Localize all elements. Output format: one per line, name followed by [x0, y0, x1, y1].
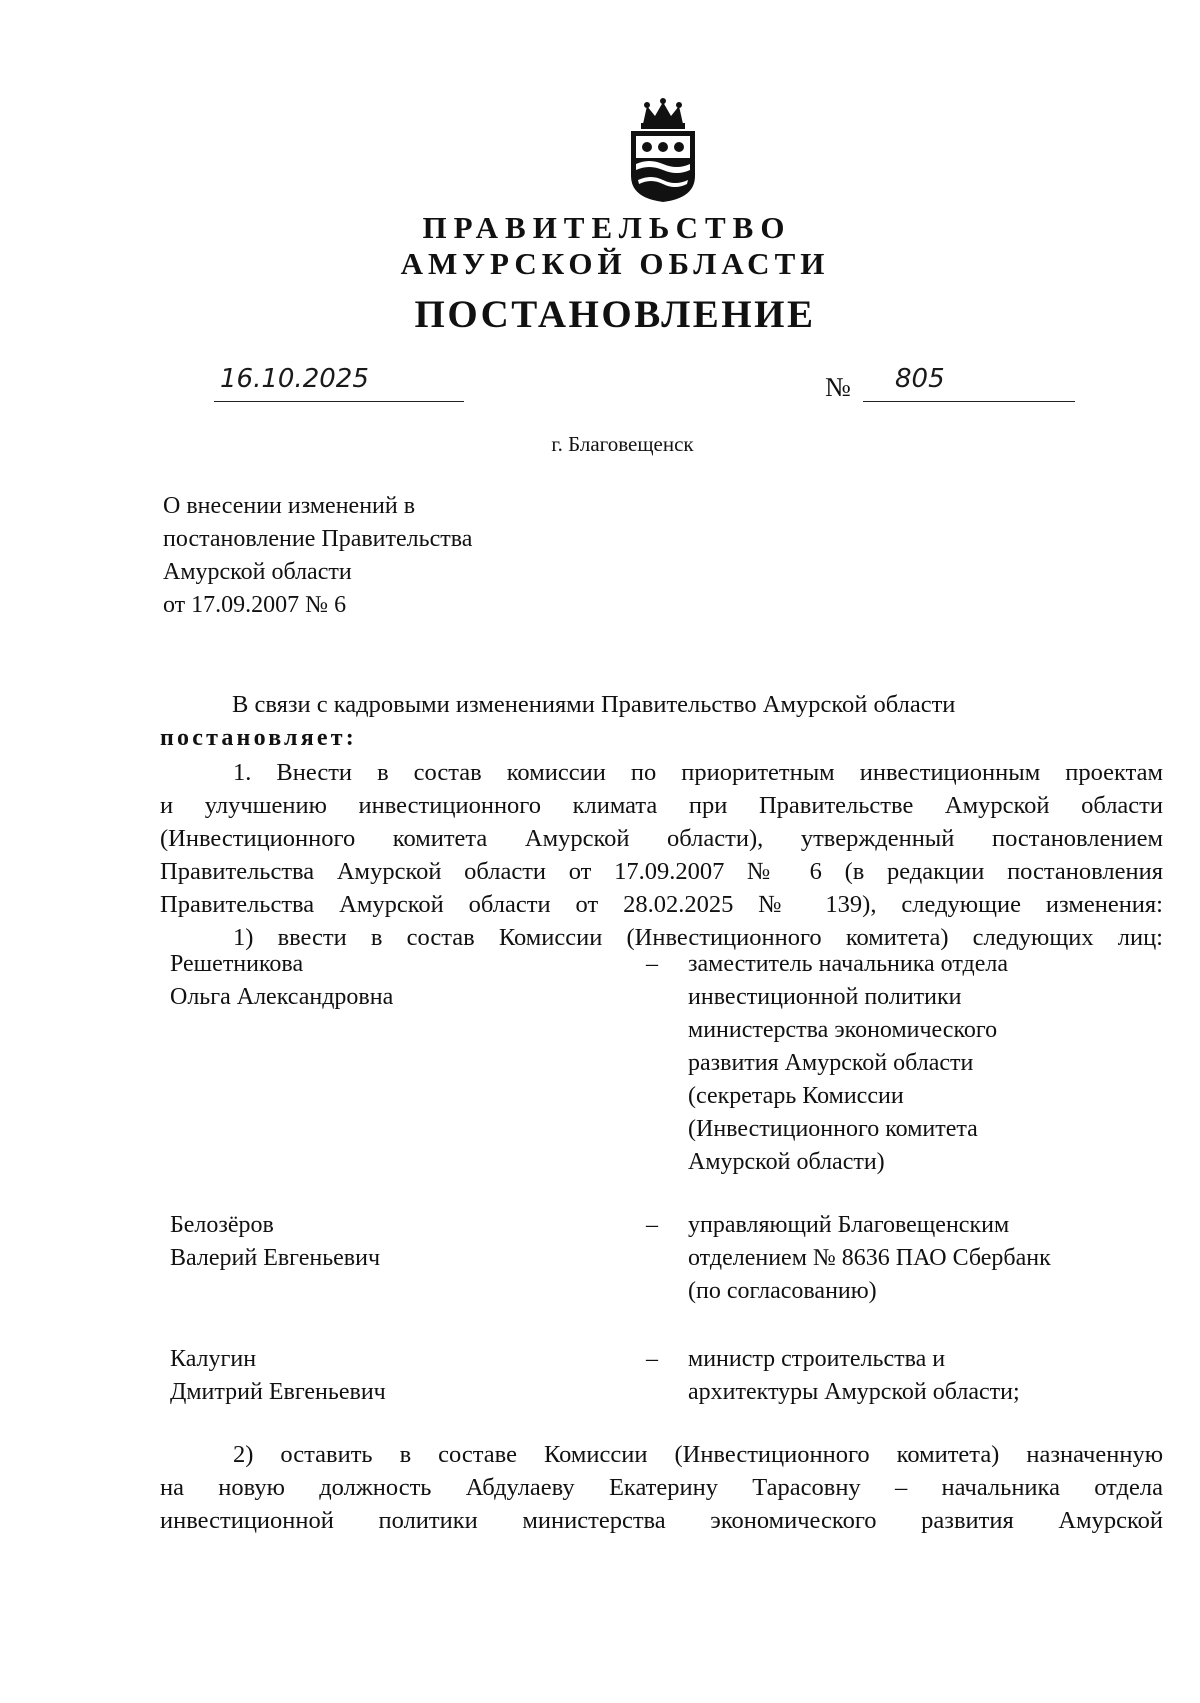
document-type-title: ПОСТАНОВЛЕНИЕ: [414, 293, 816, 336]
member-surname: Белозёров: [170, 1212, 274, 1238]
role-line: архитектуры Амурской области;: [688, 1379, 1020, 1405]
member-name: [170, 948, 393, 1014]
member-dash: –: [646, 1346, 658, 1372]
document-date: 16.10.2025: [220, 364, 369, 394]
subject-line: Амурской области: [163, 559, 352, 585]
document-number: 805: [895, 364, 945, 394]
paragraph-line: 1. Внести в состав комиссии по приоритетным инвестиционным проектам: [233, 759, 1163, 786]
subject-line: О внесении изменений в: [163, 493, 416, 519]
role-line: (секретарь Комиссии: [688, 1083, 904, 1109]
number-underline: [863, 401, 1075, 402]
role-line: министерства экономического: [688, 1017, 998, 1043]
member-name: [170, 1209, 380, 1275]
paragraph-line: Правительства Амурской области от 17.09.2007 № 6 (в редакции постановления: [160, 858, 1163, 885]
city-name: г. Благовещенск: [551, 432, 694, 456]
paragraph-line: (Инвестиционного комитета Амурской области), утвержденный постановлением: [160, 825, 1163, 852]
member-dash: –: [646, 951, 658, 977]
role-line: (по согласованию): [688, 1278, 877, 1304]
member-role: [688, 1343, 1020, 1409]
member-role: [688, 1209, 1051, 1308]
role-line: отделением № 8636 ПАО Сбербанк: [688, 1245, 1051, 1271]
decree-word: постановляет:: [160, 725, 357, 751]
number-sign: №: [825, 372, 851, 402]
member-dash: –: [646, 1212, 658, 1238]
intro-paragraph: В связи с кадровыми изменениями Правительство Амурской области: [232, 691, 956, 718]
document-subject: [163, 490, 472, 622]
amur-oblast-coat-of-arms-icon: [621, 98, 705, 204]
subject-line: от 17.09.2007 № 6: [163, 592, 347, 618]
subitem-1-line: 1) ввести в состав Комиссии (Инвестиционного комитета) следующих лиц:: [233, 924, 1163, 951]
paragraph-line: 2) оставить в составе Комиссии (Инвестиционного комитета) назначенную: [233, 1441, 1163, 1468]
role-line: управляющий Благовещенским: [688, 1212, 1010, 1238]
item-1-paragraph: [160, 756, 1163, 921]
role-line: Амурской области): [688, 1149, 885, 1175]
role-line: инвестиционной политики: [688, 984, 962, 1010]
member-surname: Калугин: [170, 1346, 257, 1372]
member-given-names: Ольга Александровна: [170, 984, 394, 1010]
paragraph-line: инвестиционной политики министерства экономического развития Амурской: [160, 1507, 1163, 1534]
member-name: [170, 1343, 386, 1409]
organization-name-line1: ПРАВИТЕЛЬСТВО: [422, 210, 792, 245]
paragraph-line: Правительства Амурской области от 28.02.2025 № 139), следующие изменения:: [160, 891, 1163, 918]
organization-name-line2: АМУРСКОЙ ОБЛАСТИ: [400, 246, 830, 281]
role-line: развития Амурской области: [688, 1050, 974, 1076]
role-line: министр строительства и: [688, 1346, 946, 1372]
member-surname: Решетникова: [170, 951, 304, 977]
member-given-names: Валерий Евгеньевич: [170, 1245, 381, 1271]
member-role: [688, 948, 1008, 1179]
paragraph-line: на новую должность Абдулаеву Екатерину Тарасовну – начальника отдела: [160, 1474, 1163, 1501]
role-line: (Инвестиционного комитета: [688, 1116, 978, 1142]
member-given-names: Дмитрий Евгеньевич: [170, 1379, 386, 1405]
date-underline: [214, 401, 464, 402]
role-line: заместитель начальника отдела: [688, 951, 1008, 977]
item-2-paragraph: [160, 1438, 1163, 1537]
paragraph-line: и улучшению инвестиционного климата при Правительстве Амурской области: [160, 792, 1163, 819]
subject-line: постановление Правительства: [163, 526, 473, 552]
